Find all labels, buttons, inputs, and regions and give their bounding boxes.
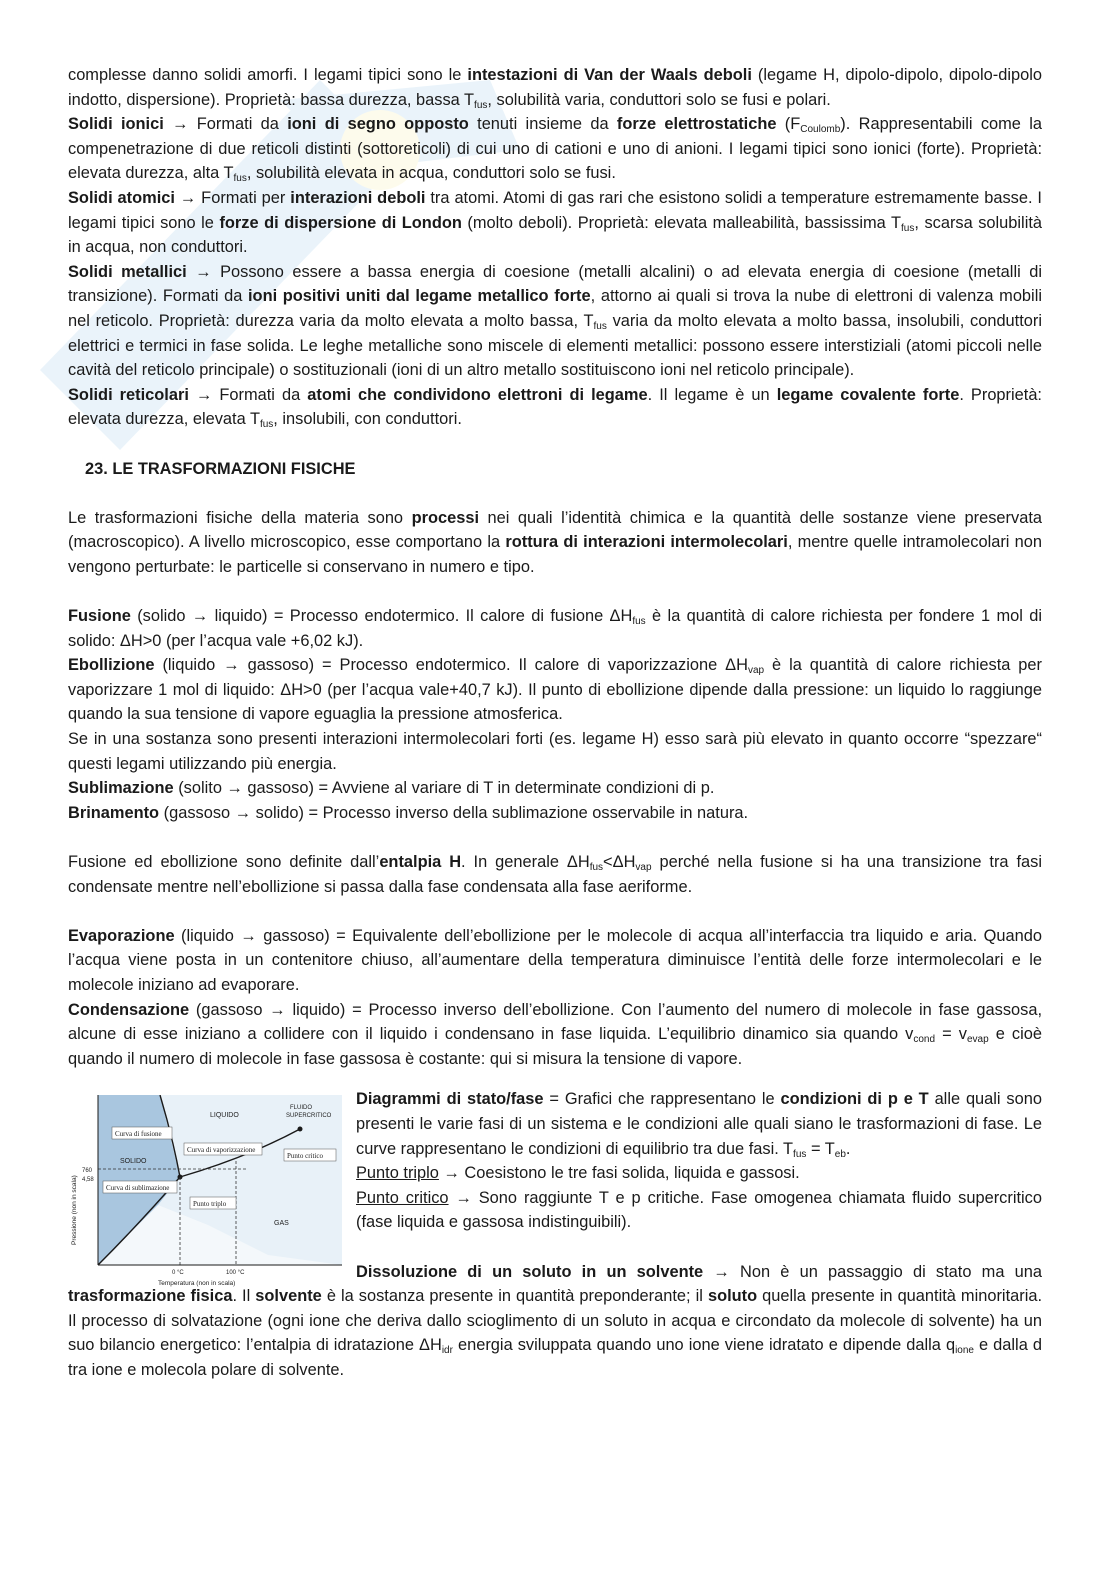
label-solido: SOLIDO <box>120 1158 147 1166</box>
tick-x-0: 0 °C <box>172 1270 184 1277</box>
label-curva-sublimazione: Curva di sublimazione <box>106 1184 170 1193</box>
paragraph-solidi-metallici: Solidi metallici → Possono essere a bassa energia di coesione (metalli alcalini) o ad elevata energia di coesione (metalli di transizione). Formati da ioni positivi uniti dal legame metallico forte, attorno ai quali si trova la nube di elettroni di valenza mobili nel reticolo. Proprietà: durezza varia da molto elevata a molto bassa, $T_{fus}$ varia da molto elevata a molto bassa, insolubili, conduttori elettrici e termici in fase solida. Le leghe metalliche sono miscele di elementi metallici: possono essere interstiziali (atomi piccoli nelle cavità del reticolo principale) o sostituzionali (ioni di un altro metallo sostituiscono ioni nel reticolo principale). <box>68 262 1042 380</box>
paragraph-intro-trasformazioni: Le trasformazioni fisiche della materia sono processi nei quali l’identità chimica e la quantità delle sostanze viene preservata (macroscopico). A livello microscopico, esse comportano la rottura di interazioni intermolecolari, mentre quelle intramolecolari non vengono perturbate: le particelle si conservano in numero e tipo. <box>68 508 1042 576</box>
section-heading: 23. LE TRASFORMAZIONI FISICHE <box>85 459 356 478</box>
tick-y-458: 4,58 <box>82 1177 94 1184</box>
paragraph-condensazione: Condensazione (gassoso → liquido) = Processo inverso dell’ebollizione. Con l’aumento del numero di molecole in fase gassosa, alcune di esse iniziano a collidere con il liquido i condensano in fase liquida. L’equilibrio dinamico sia quando $v_{cond} = v_{evap}$ e cioè quando il numero di molecole in fase gassosa è costante: qui si misura la tensione di vapore. <box>68 1000 1043 1068</box>
phase-diagram-text <box>356 1087 1042 1259</box>
paragraph-evaporazione: Evaporazione (liquido → gassoso) = Equivalente dell’ebollizione per le molecole di acqua all’interfaccia tra liquido e aria. Quando l’acqua viene posta in un contenitore chiuso, all’aumentare della temperatura diminuisce l’entità delle forze intermolecolari e le molecole iniziano ad evaporare. <box>68 926 1042 994</box>
phase-diagram-figure <box>68 1095 346 1295</box>
label-punto-critico: Punto critico <box>287 1152 323 1161</box>
label-curva-vaporizzazione: Curva di vaporizzazione <box>187 1146 256 1155</box>
x-axis-label: Temperatura (non in scala) <box>158 1280 236 1288</box>
tick-x-100: 100 °C <box>226 1270 245 1277</box>
paragraph-entalpia: Fusione ed ebollizione sono definite dall’entalpia H. In generale $\Delta H_{fus}<\Delta H_{vap}$ perché nella fusione si ha una transizione tra fasi condensate mentre nell’ebollizione si passa dalla fase condensata alla fase aeriforme. <box>68 853 1042 896</box>
paragraph-sublimazione: Sublimazione (solito → gassoso) = Avviene al variare di T in determinate condizioni di p. <box>68 779 715 798</box>
label-fluido: FLUIDO <box>290 1105 313 1112</box>
paragraph-punto-triplo: Punto triplo → Coesistono le tre fasi solida, liquida e gassosi. <box>356 1164 800 1183</box>
paragraph-solidi-ionici: Solidi ionici → Formati da ioni di segno opposto tenuti insieme da forze elettrostatiche $(F_{Coulomb})$. Rappresentabili come la compenetrazione di due reticoli distinti (sottoreticoli) di cui uno di cationi e uno di anioni. I legami tipici sono ionici (forte). Proprietà: elevata durezza, alta $T_{fus}$, solubilità elevata in acqua, conduttori solo se fusi. <box>68 115 1042 185</box>
label-gas: GAS <box>274 1220 289 1228</box>
paragraph-solidi-molecolari: complesse danno solidi amorfi. I legami tipici sono le intestazioni di Van der Waals deboli (legame H, dipolo-dipolo, dipolo-dipolo indotto, dispersione). Proprietà: bassa durezza, bassa $T_{fus}$, solubilità varia, conduttori solo se fusi e polari. <box>68 66 1042 111</box>
phase-diagram-section <box>68 1087 1042 1288</box>
paragraph-brinamento: Brinamento (gassoso → solido) = Processo inverso della sublimazione osservabile in natura. <box>68 803 749 822</box>
y-axis-label: Pressione (non in scala) <box>71 1175 78 1246</box>
label-curva-fusione: Curva di fusione <box>115 1130 162 1139</box>
paragraph-diagrammi: Diagrammi di stato/fase = Grafici che rappresentano le condizioni di p e T alle quali sono presenti le varie fasi di un sistema e le condizioni alle quali siano le trasformazioni di fase. Le curve rappresentano le condizioni di equilibrio tra due fasi. $T_{fus} = T_{eb}$. <box>356 1090 1042 1160</box>
label-liquido: LIQUIDO <box>210 1112 239 1120</box>
paragraph-interazioni: Se in una sostanza sono presenti interazioni intermolecolari forti (es. legame H) esso sarà più elevato in quanto occorre “spezzare“ questi legami utilizzando più energia. <box>68 730 1042 773</box>
paragraph-solidi-reticolari: Solidi reticolari → Formati da atomi che condividono elettroni di legame. Il legame è un legame covalente forte. Proprietà: elevata durezza, elevata $T_{fus}$, insolubili, con conduttori. <box>68 385 1042 431</box>
label-supercritico: SUPERCRITICO <box>286 1113 332 1120</box>
label-punto-triplo: Punto triplo <box>193 1200 227 1209</box>
paragraph-solidi-atomici: Solidi atomici → Formati per interazioni deboli tra atomi. Atomi di gas rari che esistono solidi a temperature estremamente basse. I legami tipici sono le forze di dispersione di London (molto deboli). Proprietà: elevata malleabilità, bassissima $T_{fus}$, scarsa solubilità in acqua, non conduttori. <box>68 188 1043 257</box>
paragraph-ebollizione: Ebollizione (liquido → gassoso) = Processo endotermico. Il calore di vaporizzazione $\Delta H_{vap}$ è la quantità di calore richiesta per vaporizzare 1 mol di liquido: ΔH>0 (per l’acqua vale+40,7 kJ). Il punto di ebollizione dipende dalla pressione: un liquido lo raggiunge quando la sua tensione di vapore eguaglia la pressione atmosferica. <box>68 656 1042 724</box>
paragraph-dissoluzione: Dissoluzione di un soluto in un solvente → Non è un passaggio di stato ma una trasformazione fisica. Il solvente è la sostanza presente in quantità preponderante; il soluto quella presente in quantità minoritaria. Il processo di solvatazione (ogni ione che deriva dallo scioglimento di un soluto in acqua e circondato da molecole di solvente) ha un suo bilancio energetico: l’entalpia di idratazione $\Delta H_{idr}$ energia sviluppata quando uno ione viene idratato e dipende dalla $q_{ione}$ e dalla d tra ione e molecola polare di solvente. <box>68 1262 1043 1379</box>
paragraph-fusione: Fusione (solido → liquido) = Processo endotermico. Il calore di fusione $\Delta H_{fus}$ è la quantità di calore richiesta per fondere 1 mol di solido: ΔH>0 (per l’acqua vale +6,02 kJ). <box>68 607 1042 650</box>
tick-y-760: 760 <box>82 1168 93 1175</box>
paragraph-punto-critico: Punto critico → Sono raggiunte T e p critiche. Fase omogenea chiamata fluido supercritico (fase liquida e gassosa indistinguibili). <box>356 1188 1042 1232</box>
document-page <box>68 63 1042 1382</box>
